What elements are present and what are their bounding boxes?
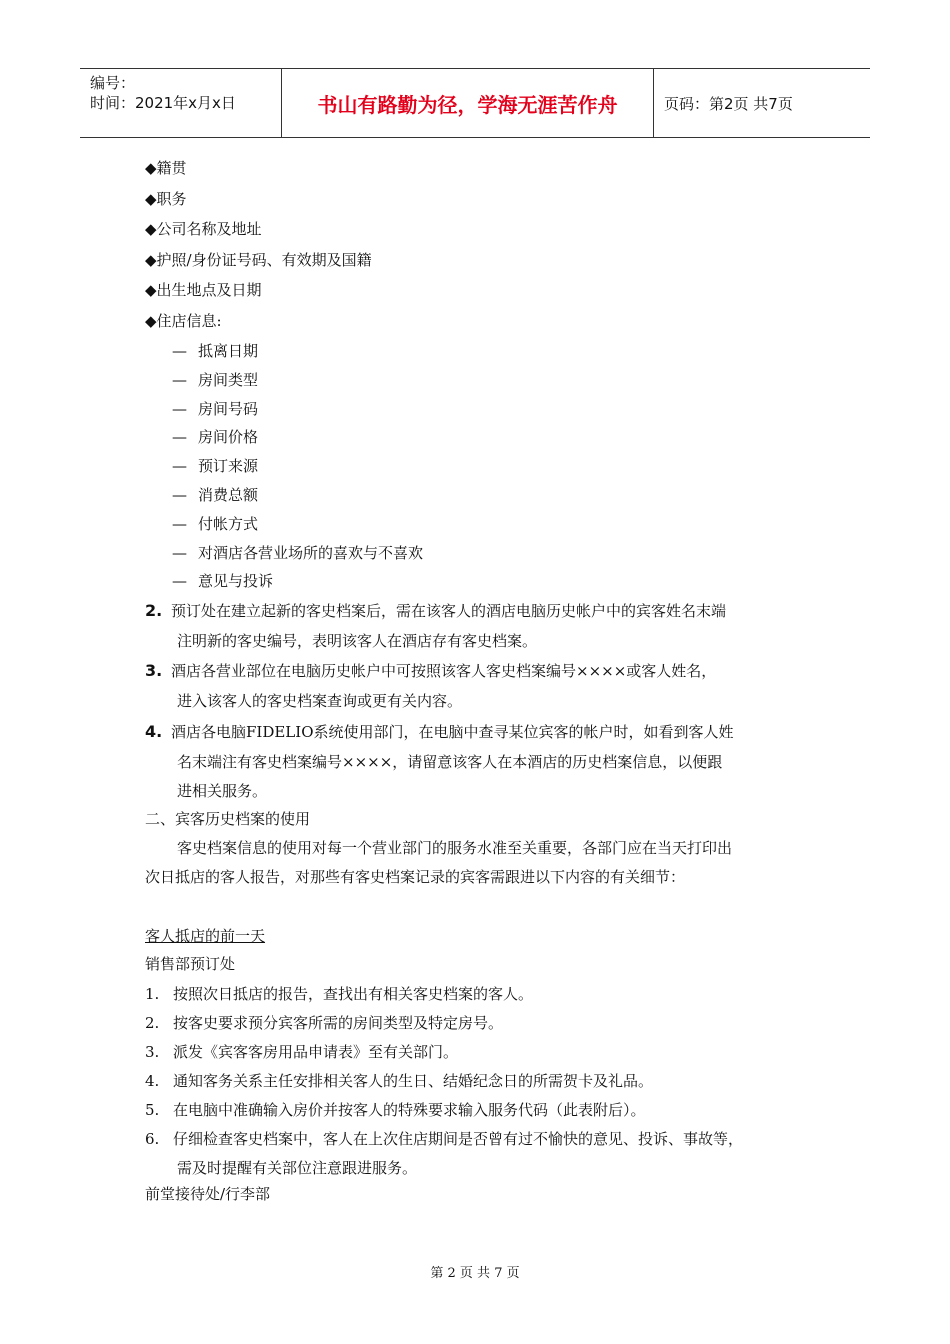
step-number: 3.: [145, 1043, 160, 1061]
numbered-item: [145, 660, 716, 681]
bullet-text: 公司名称及地址: [156, 220, 262, 238]
step-item: [145, 1099, 646, 1120]
step-item: [145, 1070, 653, 1091]
item-number: 4.: [145, 722, 163, 741]
paragraph-line: 次日抵店的客人报告，对那些有客史档案记录的宾客需跟进以下内容的有关细节：: [145, 868, 686, 886]
bullet-item: [145, 188, 187, 209]
dash-mark: —: [172, 457, 187, 476]
numbered-item: [145, 600, 726, 621]
bullet-item: [145, 279, 262, 300]
header-motto: 书山有路勤为径，学海无涯苦作舟: [282, 69, 654, 137]
bullet-diamond-icon: ◆: [145, 189, 157, 208]
bullet-text: 护照/身份证号码、有效期及国籍: [156, 250, 372, 269]
step-text: 按照次日抵店的报告，查找出有相关客史档案的客人。: [173, 985, 534, 1003]
dash-mark: —: [172, 342, 187, 360]
dash-text: 对酒店各营业场所的喜欢与不喜欢: [198, 543, 424, 562]
dash-mark: —: [172, 572, 187, 591]
step-text: 按客史要求预分宾客所需的房间类型及特定房号。: [173, 1014, 504, 1032]
dash-mark: —: [172, 514, 187, 533]
dash-text: 房间号码: [198, 399, 259, 418]
step-text: 在电脑中准确输入房价并按客人的特殊要求输入服务代码（此表附后）。: [173, 1101, 646, 1119]
dash-item: [172, 542, 423, 563]
dash-mark: —: [172, 428, 187, 447]
bullet-text: 住店信息:: [156, 311, 222, 330]
dash-item: [172, 426, 258, 447]
bullet-diamond-icon: ◆: [145, 159, 157, 177]
step-text: 派发《宾客客房用品申请表》至有关部门。: [173, 1043, 459, 1061]
step-number: 5.: [145, 1101, 160, 1119]
dash-mark: —: [172, 399, 187, 418]
dash-mark: —: [172, 486, 187, 504]
time-label: 时间：2021年x月x日: [90, 94, 236, 112]
section-heading: 二、宾客历史档案的使用: [145, 810, 311, 828]
dash-item: [172, 340, 258, 361]
page-footer: 第 2 页 共 7 页: [430, 1266, 520, 1281]
step-number: 1.: [145, 985, 160, 1003]
step-number: 6.: [145, 1130, 160, 1148]
bullet-diamond-icon: ◆: [145, 311, 157, 330]
step-item: [145, 983, 533, 1004]
bullet-text: 职务: [156, 189, 187, 208]
department-label: 前堂接待处/行李部: [145, 1185, 271, 1203]
step-number: 4.: [145, 1072, 160, 1090]
dash-text: 抵离日期: [198, 342, 259, 360]
bullet-text: 出生地点及日期: [156, 281, 262, 299]
bullet-diamond-icon: ◆: [145, 250, 157, 269]
item-number: 2.: [145, 601, 163, 620]
step-text-continued: 需及时提醒有关部位注意跟进服务。: [177, 1159, 418, 1177]
step-number: 2.: [145, 1014, 160, 1032]
item-text-continued: 进入该客人的客史档案查询或更有关内容。: [177, 691, 463, 710]
dash-item: [172, 484, 258, 505]
dash-text: 意见与投诉: [198, 572, 274, 591]
bullet-diamond-icon: ◆: [145, 281, 157, 299]
item-number: 3.: [145, 661, 163, 680]
paragraph-line: 客史档案信息的使用对每一个营业部门的服务水准至关重要，各部门应在当天打印出: [177, 839, 733, 857]
dash-text: 消费总额: [198, 486, 259, 504]
item-text: 酒店各营业部位在电脑历史帐户中可按照该客人客史档案编号××××或客人姓名，: [171, 662, 717, 680]
item-text: 酒店各电脑FIDELIO系统使用部门，在电脑中查寻某位宾客的帐户时，如看到客人姓: [171, 723, 734, 741]
step-item: [145, 1128, 743, 1149]
item-text-continued: 注明新的客史编号，表明该客人在酒店存有客史档案。: [177, 631, 538, 650]
dash-mark: —: [172, 370, 187, 389]
dash-item: [172, 570, 273, 591]
item-text-continued: 进相关服务。: [177, 782, 268, 800]
step-text: 通知客务关系主任安排相关客人的生日、结婚纪念日的所需贺卡及礼品。: [173, 1072, 654, 1090]
dash-text: 付帐方式: [198, 514, 259, 533]
dash-text: 预订来源: [198, 457, 259, 476]
bullet-item: [145, 157, 187, 178]
step-item: [145, 1012, 503, 1033]
dash-item: [172, 513, 258, 534]
header-meta: [80, 69, 282, 137]
bullet-item: [145, 249, 372, 270]
department-label: 销售部预订处: [145, 955, 236, 973]
bullet-diamond-icon: ◆: [145, 220, 157, 238]
bullet-item: [145, 218, 262, 239]
dash-text: 房间类型: [198, 370, 259, 389]
step-text: 仔细检查客史档案中，客人在上次住店期间是否曾有过不愉快的意见、投诉、事故等，: [173, 1130, 744, 1148]
dash-text: 房间价格: [198, 428, 259, 447]
dash-item: [172, 369, 258, 390]
page-header: [80, 68, 870, 138]
subheading: 客人抵店的前一天: [145, 927, 266, 945]
step-item: [145, 1041, 458, 1062]
numbered-item: [145, 721, 734, 742]
item-text-continued: 名末端注有客史档案编号××××，请留意该客人在本酒店的历史档案信息，以便跟: [177, 752, 723, 771]
item-text: 预订处在建立起新的客史档案后，需在该客人的酒店电脑历史帐户中的宾客姓名末端: [171, 602, 727, 620]
dash-item: [172, 398, 258, 419]
code-label: 编号：: [90, 74, 136, 92]
dash-item: [172, 455, 258, 476]
header-page-info: 页码：第2页 共7页: [664, 94, 793, 113]
bullet-text: 籍贯: [156, 159, 187, 177]
dash-mark: —: [172, 543, 187, 562]
bullet-item: [145, 310, 222, 331]
